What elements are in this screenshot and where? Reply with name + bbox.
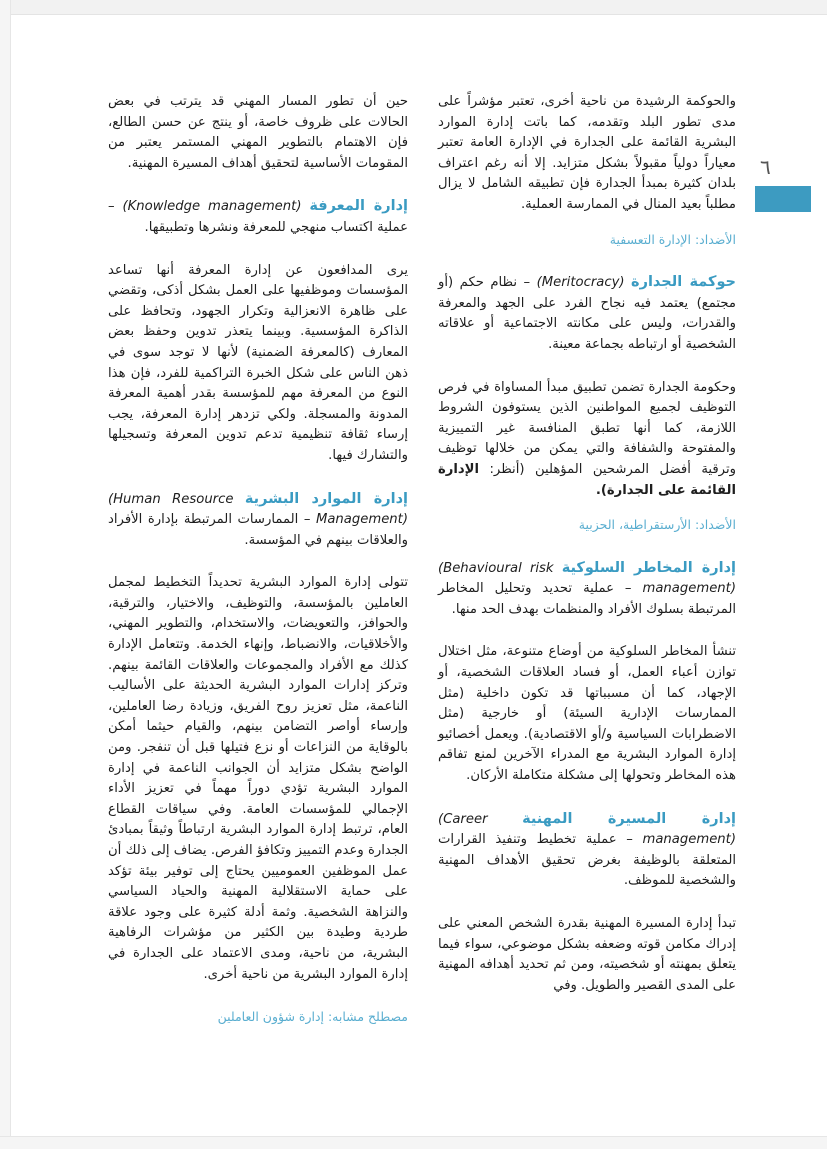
page-number: ٦ — [760, 155, 771, 179]
term-knowledge-en: (Knowledge management) — [122, 199, 302, 215]
left-intro-paragraph: حين أن تطور المسار المهني قد يترتب في بعض الحالات على ظروف خاصة، أو ينتج عن حسن الطالع، فإن الاهتمام بالتطوير المهني المستمر يعتبر من المقومات الأساسية لتحقيق أهداف المسيرة المهنية. — [108, 94, 408, 171]
term-career-en: (Career management) — [438, 811, 736, 848]
term-hr-en: (Human Resource Management) — [108, 491, 408, 528]
right-intro-paragraph: والحوكمة الرشيدة من ناحية أخرى، تعتبر مؤشراً على مدى تطور البلد وتقدمه، كما باتت إدارة الموارد البشرية القائمة على الجدارة في الإدارة العامة تعتبر معياراً دولياً مقبولاً بشكل متزايد. إلا أنه رغم اعتراف بلدان كثيرة بمبدأ الجدارة فإن تطبيقه الشامل لا يزال مطلباً بعيد المنال في الممارسة العملية. — [438, 94, 736, 212]
meritocracy-ref: الإدارة القائمة على الجدارة — [438, 461, 736, 498]
meritocracy-paragraph — [438, 378, 736, 502]
entry-meritocracy — [438, 272, 736, 355]
antonyms-arbitrary: الأضداد: الإدارة التعسفية — [609, 231, 736, 247]
right-column — [438, 92, 736, 996]
term-meritocracy-en: (Meritocracy) — [536, 275, 625, 291]
entry-career — [438, 809, 736, 892]
knowledge-paragraph: يرى المدافعون عن إدارة المعرفة أنها تساعد المؤسسات وموظفيها على العمل بشكل أذكى، وتقضي على ظاهرة الانعزالية وتكرار الجهود، وتحافظ على الذاكرة المؤسسية. وبينما يتعذر تدوين وحفظ بعض المعارف (كالمعرفة الضمنية) لأنها لا توجد سوى في ذهن الناس على شكل الخبرة التراكمية للفرد، فإن هذا النوع من المعرفة مهم للمؤسسة بقدر أهمية المعرفة المدونة والمسجلة. ولكي تزدهر إدارة المعرفة، يجب إرساء ثقافة تنظيمية تدعم تدوين المعرفة وتسجيلها والتشارك فيها. — [108, 262, 408, 463]
hr-paragraph: تتولى إدارة الموارد البشرية تحديداً التخطيط لمجمل العاملين بالمؤسسة، والتوظيف، والاختيار، والترقية، والحوافز، والتعويضات، والاستخدام، والتطوير المهني، والأخلاقيات، والانضباط، وإنهاء الخدمة. وتتعامل الإدارة كذلك مع الأفراد والمجموعات والعلاقات القائمة بينهم. وتركز إدارات الموارد البشرية الحديثة على الأساليب الناعمة، مثل تعزيز روح الفريق، وزيادة رضا العاملين، وإرساء أواصر التضامن بينهم، والقيام حيثما أمكن بالوقاية من النزاعات أو نزع فتيلها قبل أن تنفجر. ومن الواضح بشكل متزايد أن الجوانب الناعمة في إدارة الموارد البشرية تؤدي دوراً مهماً في تعزيز الأداء الإجمالي للمؤسسات العامة. وفي سياقات القطاع العام، ترتبط إدارة الموارد البشرية ارتباطاً وثيقاً بمبادئ الجدارة وعدم التمييز وتكافؤ الفرص. يضاف إلى ذلك أن عمل الموظفين العموميين يحتاج إلى توفير بيئة تؤكد على حماية الاستقلالية المهنية والحياد السياسي والنزاهة الشخصية. وثمة أدلة كثيرة على وجود علاقة طردية وطيدة بين الكثير من مؤشرات الرفاهية البشرية، من ناحية، ومدى الاعتماد على الجدارة في إدارة الموارد البشرية من ناحية أخرى. — [108, 575, 408, 982]
window-bottom-edge — [0, 1136, 827, 1149]
antonyms-aristocracy: الأضداد: الأرستقراطية، الحزبية — [578, 517, 736, 533]
career-paragraph: تبدأ إدارة المسيرة المهنية بقدرة الشخص المعني على إدراك مكامن قوته وضعفه بشكل موضوعي، سواء فيما يتعلق بمهنته أو شخصيته، ومن ثم تحديد أهدافه المهنية على المدى القصير والطويل. وفي — [438, 916, 736, 993]
page-tab-marker — [755, 186, 811, 212]
window-top-edge — [0, 0, 827, 15]
def-hr: – الممارسات المرتبطة بإدارة الأفراد والعلاقات بينهم في المؤسسة. — [108, 512, 408, 548]
behavioural-risk-paragraph: تنشأ المخاطر السلوكية من أوضاع متنوعة، مثل اختلال توازن أعباء العمل، أو فساد العلاقات الشخصية، أو الإجهاد، كما أن مسبباتها قد تكون داخلية (مثل الممارسات الإدارية السيئة) أو خارجية (مثل الاضطرابات السياسية و/أو الاقتصادية). ويعمل أخصائيو إدارة الموارد البشرية مع المدراء الآخرين لمنع تفاقم هذه المخاطر وتحولها إلى مشكلة متكاملة الأركان. — [438, 644, 736, 784]
similar-term: مصطلح مشابه: إدارة شؤون العاملين — [217, 1009, 408, 1025]
def-meritocracy: – نظام حكم (أو مجتمع) يعتمد فيه نجاح الفرد على الجهد والمعرفة والقدرات، وليس على مكانته الاجتماعية أو علاقاته الشخصية أو ارتباطه بجماعة معينة. — [438, 275, 736, 352]
term-meritocracy: حوكمة الجدارة — [631, 274, 736, 291]
def-behavioural-risk: – عملية تحديد وتحليل المخاطر المرتبطة بسلوك الأفراد والمنظمات بهدف الحد منها. — [438, 581, 736, 617]
entry-hr — [108, 489, 408, 552]
entry-behavioural-risk — [438, 558, 736, 621]
left-column — [108, 92, 408, 1028]
term-hr: إدارة الموارد البشرية — [244, 490, 408, 507]
window-left-edge — [0, 0, 11, 1149]
term-career: إدارة المسيرة المهنية — [522, 810, 736, 827]
entry-knowledge — [108, 196, 408, 238]
def-knowledge: – عملية اكتساب منهجي للمعرفة ونشرها وتطبيقها. — [108, 199, 408, 235]
term-knowledge: إدارة المعرفة — [309, 198, 408, 215]
def-career: – عملية تخطيط وتنفيذ القرارات المتعلقة بالوظيفة بغرض تحقيق الأهداف المهنية والشخصية للموظف. — [438, 832, 736, 889]
meritocracy-ref-end: ). — [595, 482, 607, 498]
term-behavioural-risk-en: (Behavioural risk management) — [438, 560, 736, 597]
meritocracy-text: وحكومة الجدارة تضمن تطبيق مبدأ المساواة في فرص التوظيف لجميع المواطنين الذين يستوفون الشروط اللازمة، كما أنها تطبق المنافسة غير التمييزية والمفتوحة والشفافة والتي يمكن من خلالها توظيف وترقية أفضل المرشحين المؤهلين (أنظر: — [438, 379, 736, 477]
term-behavioural-risk: إدارة المخاطر السلوكية — [561, 559, 736, 576]
